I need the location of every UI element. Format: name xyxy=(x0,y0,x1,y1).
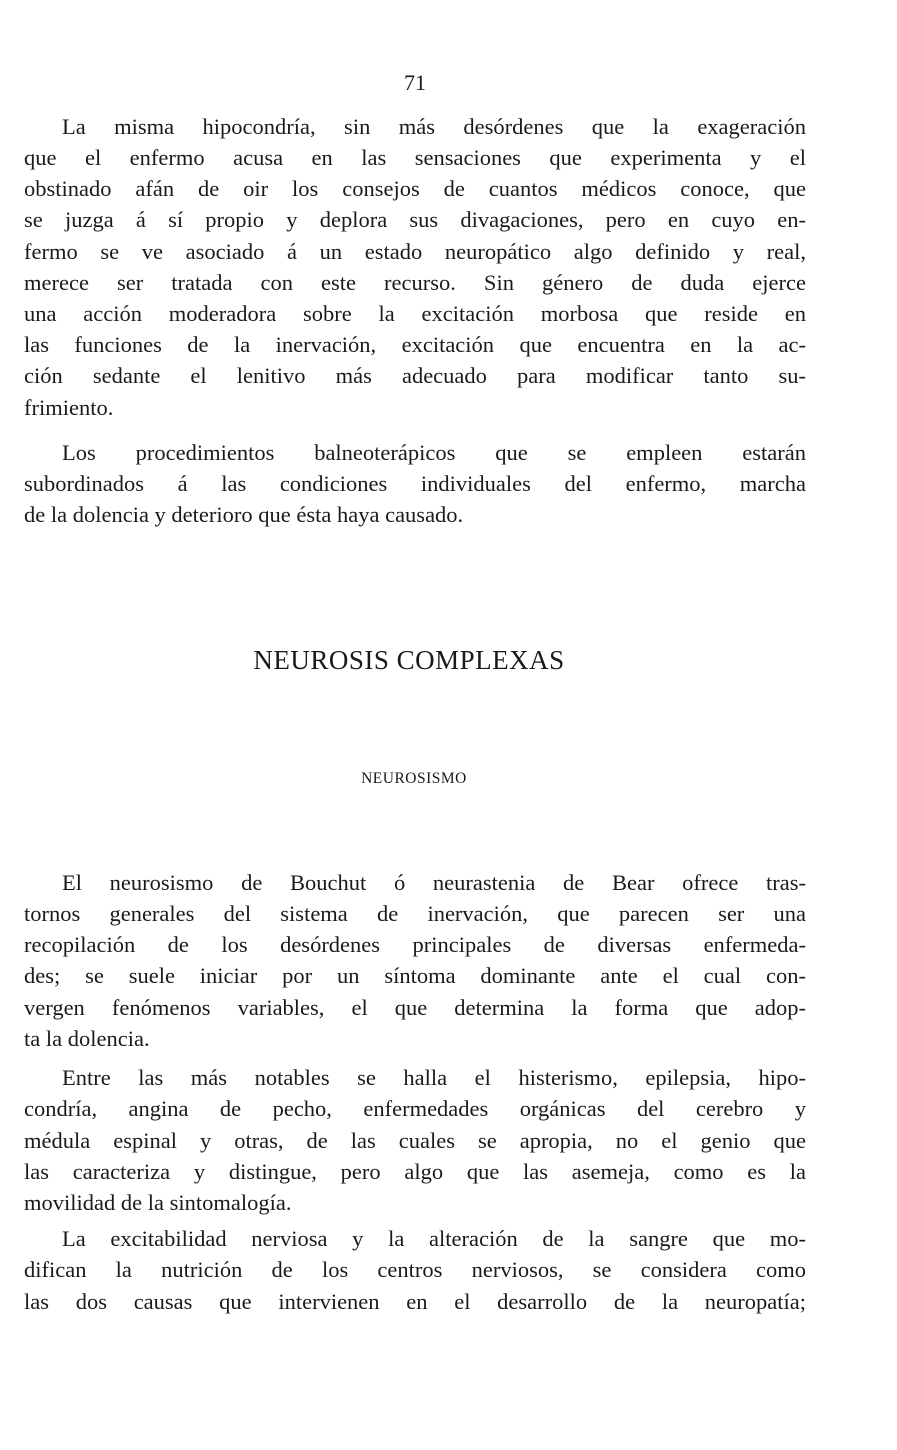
text-line: las dos causas que intervienen en el desarrollo de la neuropatía; xyxy=(24,1289,806,1314)
text-line: ta la dolencia. xyxy=(24,1026,150,1051)
text-line: movilidad de la sintomalogía. xyxy=(24,1190,292,1215)
text-line: las caracteriza y distingue, pero algo que las asemeja, como es la xyxy=(24,1159,806,1184)
subsection-heading: NEUROSISMO xyxy=(361,770,467,787)
section-heading: NEUROSIS COMPLEXAS xyxy=(253,645,565,675)
text-line: ción sedante el lenitivo más adecuado para modificar tanto su- xyxy=(24,363,806,388)
text-line: frimiento. xyxy=(24,395,114,420)
text-line: merece ser tratada con este recurso. Sin género de duda ejerce xyxy=(24,270,806,295)
text-line: una acción moderadora sobre la excitación morbosa que reside en xyxy=(24,301,806,326)
text-line: se juzga á sí propio y deplora sus divagaciones, pero en cuyo en- xyxy=(24,207,806,232)
text-line: des; se suele iniciar por un síntoma dominante ante el cual con- xyxy=(24,963,806,988)
text-line: obstinado afán de oir los consejos de cuantos médicos conoce, que xyxy=(24,176,806,201)
page-number: 71 xyxy=(404,70,426,95)
text-line: recopilación de los desórdenes principales de diversas enfermeda- xyxy=(24,932,806,957)
text-line: El neurosismo de Bouchut ó neurastenia de Bear ofrece tras- xyxy=(62,870,806,895)
text-line: La excitabilidad nerviosa y la alteración de la sangre que mo- xyxy=(62,1226,806,1251)
text-line: fermo se ve asociado á un estado neuropático algo definido y real, xyxy=(24,239,806,264)
text-line: La misma hipocondría, sin más desórdenes que la exageración xyxy=(62,114,806,139)
text-line: que el enfermo acusa en las sensaciones que experimenta y el xyxy=(24,145,806,170)
text-line: subordinados á las condiciones individuales del enfermo, marcha xyxy=(24,471,806,496)
text-line: médula espinal y otras, de las cuales se apropia, no el genio que xyxy=(24,1128,806,1153)
text-line: difican la nutrición de los centros nerviosos, se considera como xyxy=(24,1257,806,1282)
text-line: tornos generales del sistema de inervación, que parecen ser una xyxy=(24,901,806,926)
text-line: Entre las más notables se halla el histerismo, epilepsia, hipo- xyxy=(62,1065,806,1090)
text-line: vergen fenómenos variables, el que determina la forma que adop- xyxy=(24,995,806,1020)
text-line: condría, angina de pecho, enfermedades orgánicas del cerebro y xyxy=(24,1096,806,1121)
text-line: de la dolencia y deterioro que ésta haya causado. xyxy=(24,502,464,527)
text-line: las funciones de la inervación, excitación que encuentra en la ac- xyxy=(24,332,806,357)
text-line: Los procedimientos balneoterápicos que se empleen estarán xyxy=(62,440,806,465)
